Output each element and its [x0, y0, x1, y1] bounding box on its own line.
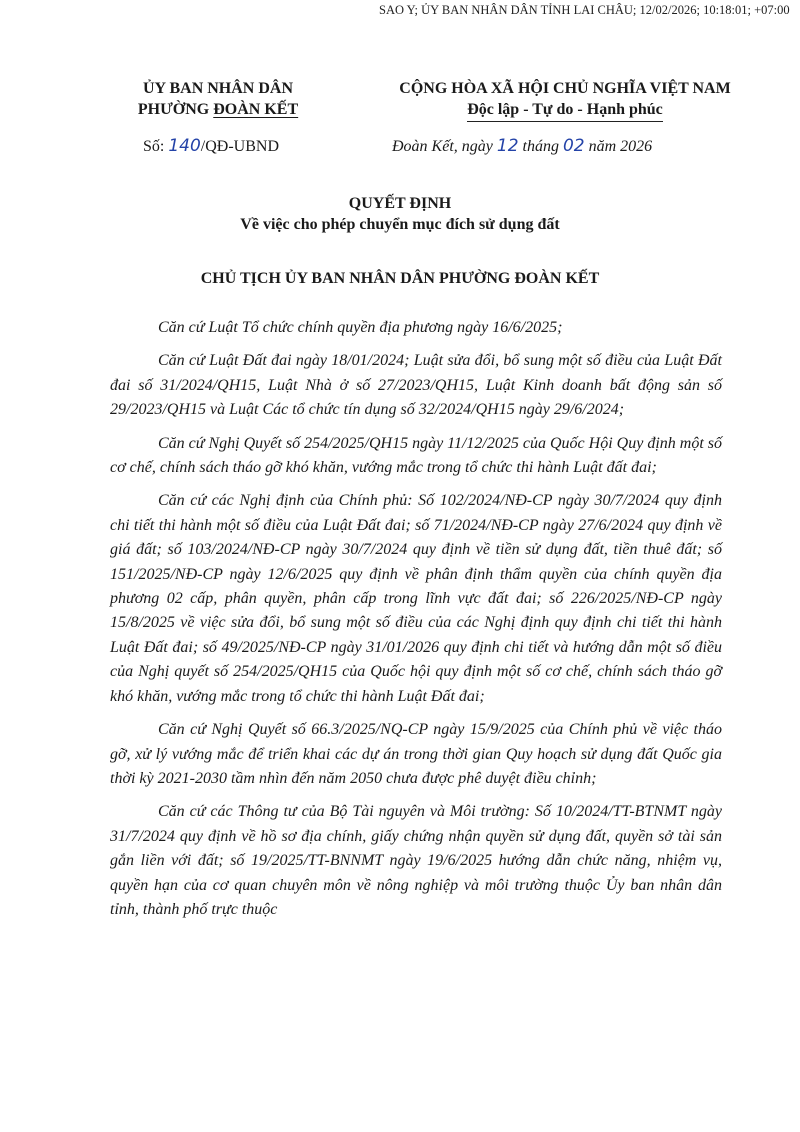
doc-number-suffix: /QĐ-UBND — [200, 138, 280, 155]
document-subtitle: Về việc cho phép chuyển mục đích sử dụng đất — [240, 216, 560, 233]
legal-basis-section — [110, 316, 722, 931]
legal-basis-paragraph: Căn cứ Luật Đất đai ngày 18/01/2024; Luật sửa đổi, bổ sung một số điều của Luật Đất đai số 31/2024/QH15, Luật Nhà ở số 27/2023/QH15, Luật Kinh doanh bất động sản số 29/2023/QH15 và Luật Các tổ chức tín dụng số 32/2024/QH15 ngày 29/6/2024; — [110, 352, 722, 419]
national-name: CỘNG HÒA XÃ HỘI CHỦ NGHĨA VIỆT NAM — [399, 80, 731, 97]
issuer-heading: CHỦ TỊCH ỦY BAN NHÂN DÂN PHƯỜNG ĐOÀN KẾT — [200, 270, 600, 287]
date-day-handwritten: 12 — [496, 136, 519, 156]
date-month-handwritten: 02 — [562, 136, 585, 156]
doc-number-handwritten: 140 — [168, 136, 201, 156]
date-year: năm 2026 — [584, 138, 653, 155]
document-title: QUYẾT ĐỊNH — [348, 195, 452, 212]
authority-line-2b: ĐOÀN KẾT — [213, 101, 299, 118]
date-prefix: Đoàn Kết, ngày — [392, 138, 497, 155]
legal-basis-paragraph: Căn cứ Nghị Quyết số 66.3/2025/NQ-CP ngày 15/9/2025 của Chính phủ về việc tháo gỡ, xử lý vướng mắc để triển khai các dự án trong thời gian Quy hoạch sử dụng đất Quốc gia thời kỳ 2021-2030 tầm nhìn đến năm 2050 chưa được phê duyệt điều chỉnh; — [110, 721, 722, 787]
legal-basis-paragraph: Căn cứ Luật Tổ chức chính quyền địa phương ngày 16/6/2025; — [158, 319, 563, 336]
doc-number-prefix: Số: — [143, 138, 169, 155]
issuing-authority — [118, 78, 318, 120]
national-header — [345, 78, 785, 122]
legal-basis-paragraph: Căn cứ Nghị Quyết số 254/2025/QH15 ngày 11/12/2025 của Quốc Hội Quy định một số cơ chế, chính sách tháo gỡ khó khăn, vướng mắc trong tổ chức thi hành Luật đất đai; — [110, 434, 722, 477]
legal-basis-paragraph: Căn cứ các Thông tư của Bộ Tài nguyên và Môi trường: Số 10/2024/TT-BTNMT ngày 31/7/2024 quy định về hồ sơ địa chính, giấy chứng nhận quyền sử dụng đất, quyền sở tài sản gắn liền với đất; số 19/2025/TT-BNNMT ngày 19/6/2025 hướng dẫn chức năng, nhiệm vụ, quyền hạn của cơ quan chuyên môn về nông nghiệp và môi trường thuộc Ủy ban nhân dân tỉnh, thành phố trực thuộc — [110, 803, 722, 918]
document-number — [143, 136, 279, 156]
legal-basis-paragraph: Căn cứ các Nghị định của Chính phủ: Số 102/2024/NĐ-CP ngày 30/7/2024 quy định chi tiết thi hành một số điều của Luật Đất đai; số 71/2024/NĐ-CP ngày 27/6/2024 quy định về giá đất; số 103/2024/NĐ-CP ngày 30/7/2024 quy định về tiền sử dụng đất, tiền thuê đất; số 151/2025/NĐ-CP ngày 12/6/2025 quy định về phân định thẩm quyền của chính quyền địa phương 02 cấp, phân quyền, phân cấp trong lĩnh vực đất đai; số 226/2025/NĐ-CP ngày 15/8/2025 về việc sửa đổi, bổ sung một số điều của các Nghị định quy định chi tiết thi hành Luật Đất đai; số 49/2025/NĐ-CP ngày 31/01/2026 quy định chi tiết và hướng dẫn một số điều của Nghị quyết số 254/2025/QH15 của Quốc hội quy định một số cơ chế, chính sách tháo gỡ khó khăn, vướng mắc trong tổ chức thi hành Luật Đất đai; — [110, 492, 722, 705]
authority-line-2a: PHƯỜNG — [137, 101, 214, 118]
date-month-label: tháng — [518, 138, 563, 155]
authority-line-2 — [118, 99, 318, 120]
digital-copy-stamp: SAO Y; ỦY BAN NHÂN DÂN TỈNH LAI CHÂU; 12/02/2026; 10:18:01; +07:00 — [379, 3, 790, 17]
place-and-date — [392, 136, 652, 156]
authority-line-1: ỦY BAN NHÂN DÂN — [142, 80, 294, 97]
national-motto: Độc lập - Tự do - Hạnh phúc — [467, 99, 663, 122]
